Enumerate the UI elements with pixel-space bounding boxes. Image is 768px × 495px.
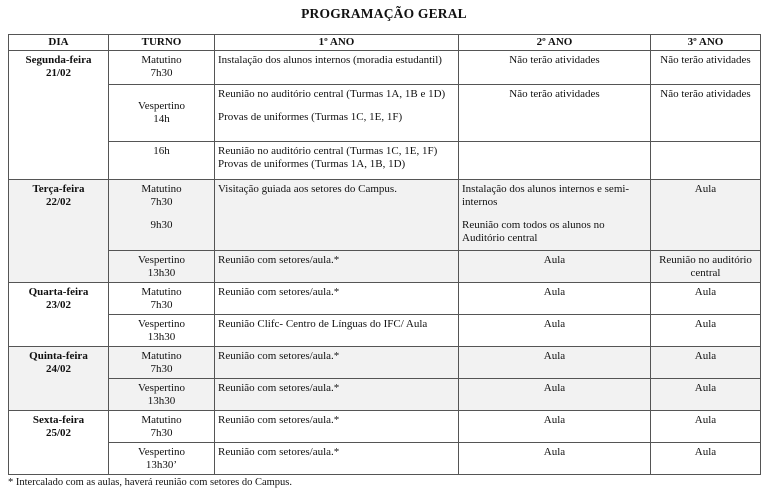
- shift-time: 7h30: [150, 299, 173, 311]
- day-date: 25/02: [45, 427, 72, 439]
- year2-cell: Aula: [459, 283, 651, 315]
- day-name: Segunda-feira: [25, 54, 92, 66]
- shift-cell: [109, 347, 215, 379]
- table-row: [9, 51, 761, 85]
- shift-name: Matutino: [141, 286, 182, 298]
- shift-cell: [109, 85, 215, 142]
- table-row: [9, 142, 761, 180]
- table-row: [9, 283, 761, 315]
- activity-text: Provas de uniformes (Turmas 1C, 1E, 1F): [218, 111, 403, 123]
- year2-cell: [459, 180, 651, 251]
- header-2-ano: 2º ANO: [459, 35, 651, 51]
- year3-cell: Reunião no auditório central: [651, 251, 761, 283]
- shift-name: Vespertino: [137, 318, 186, 330]
- activity-text: Reunião no auditório central (Turmas 1A, 1B e 1D): [218, 88, 446, 100]
- year2-cell: Não terão atividades: [459, 85, 651, 142]
- year1-cell: Reunião com setores/aula.*: [215, 379, 459, 411]
- year2-cell: Aula: [459, 251, 651, 283]
- year3-cell: Aula: [651, 347, 761, 379]
- table-row: [9, 411, 761, 443]
- year3-cell: Não terão atividades: [651, 51, 761, 85]
- schedule-table: [8, 34, 761, 475]
- shift-name: Vespertino: [137, 100, 186, 112]
- year2-cell: Não terão atividades: [459, 51, 651, 85]
- shift-name: Vespertino: [137, 254, 186, 266]
- header-row: [9, 35, 761, 51]
- year1-cell: [215, 142, 459, 180]
- header-dia: DIA: [9, 35, 109, 51]
- year2-cell: Aula: [459, 411, 651, 443]
- day-cell: [9, 347, 109, 411]
- shift-name: Vespertino: [137, 446, 186, 458]
- shift-time: 7h30: [150, 67, 173, 79]
- day-date: 21/02: [45, 67, 72, 79]
- header-1-ano: 1º ANO: [215, 35, 459, 51]
- year3-cell: [651, 142, 761, 180]
- day-name: Sexta-feira: [32, 414, 85, 426]
- year1-cell: Reunião com setores/aula.*: [215, 347, 459, 379]
- activity-text: Instalação dos alunos internos e semi-internos: [462, 183, 630, 208]
- shift-time: 16h: [153, 145, 170, 157]
- table-row: [9, 251, 761, 283]
- table-row: [9, 443, 761, 475]
- shift-time: 13h30’: [145, 459, 178, 471]
- year1-cell: Reunião com setores/aula.*: [215, 443, 459, 475]
- activity-text: Reunião no auditório central (Turmas 1C, 1E, 1F): [218, 145, 438, 157]
- shift-cell: [109, 51, 215, 85]
- shift-time: 9h30: [150, 219, 173, 231]
- shift-name: Matutino: [141, 414, 182, 426]
- shift-cell: [109, 443, 215, 475]
- year1-cell: Reunião com setores/aula.*: [215, 251, 459, 283]
- shift-time: 7h30: [150, 363, 173, 375]
- shift-time: 7h30: [150, 196, 173, 208]
- shift-cell: [109, 379, 215, 411]
- day-cell: [9, 411, 109, 475]
- activity-text: Provas de uniformes (Turmas 1A, 1B, 1D): [218, 158, 406, 170]
- shift-cell: [109, 411, 215, 443]
- activity-text: Reunião com todos os alunos no Auditório central: [462, 219, 605, 244]
- shift-name: Matutino: [141, 183, 182, 195]
- year2-cell: [459, 142, 651, 180]
- shift-time: 7h30: [150, 427, 173, 439]
- year1-cell: Instalação dos alunos internos (moradia estudantil): [215, 51, 459, 85]
- day-cell: [9, 180, 109, 283]
- shift-time: 14h: [153, 113, 170, 125]
- header-turno: TURNO: [109, 35, 215, 51]
- shift-time: 13h30: [147, 395, 176, 407]
- year1-cell: Reunião Clifc- Centro de Línguas do IFC/ Aula: [215, 315, 459, 347]
- year1-cell: Visitação guiada aos setores do Campus.: [215, 180, 459, 251]
- year1-cell: [215, 85, 459, 142]
- year2-cell: Aula: [459, 379, 651, 411]
- shift-cell: [109, 142, 215, 180]
- page-title: PROGRAMAÇÃO GERAL: [301, 6, 467, 21]
- day-name: Quarta-feira: [28, 286, 89, 298]
- year3-cell: Aula: [651, 180, 761, 251]
- day-cell: [9, 51, 109, 180]
- shift-cell: [109, 283, 215, 315]
- shift-name: Vespertino: [137, 382, 186, 394]
- year3-cell: Aula: [651, 283, 761, 315]
- year3-cell: Aula: [651, 411, 761, 443]
- shift-name: Matutino: [141, 350, 182, 362]
- year3-cell: Aula: [651, 443, 761, 475]
- shift-name: Matutino: [141, 54, 182, 66]
- table-row: [9, 315, 761, 347]
- shift-time: 13h30: [147, 331, 176, 343]
- year2-cell: Aula: [459, 443, 651, 475]
- header-3-ano: 3º ANO: [651, 35, 761, 51]
- year3-cell: Aula: [651, 379, 761, 411]
- year2-cell: Aula: [459, 347, 651, 379]
- day-name: Quinta-feira: [29, 350, 88, 362]
- year1-cell: Reunião com setores/aula.*: [215, 283, 459, 315]
- year2-cell: Aula: [459, 315, 651, 347]
- day-cell: [9, 283, 109, 347]
- shift-cell: [109, 315, 215, 347]
- shift-cell: [109, 251, 215, 283]
- table-row: [9, 347, 761, 379]
- shift-cell: [109, 180, 215, 251]
- shift-time: 13h30: [147, 267, 176, 279]
- table-row: [9, 85, 761, 142]
- year3-cell: Não terão atividades: [651, 85, 761, 142]
- day-date: 23/02: [45, 299, 72, 311]
- day-name: Terça-feira: [32, 183, 85, 195]
- year3-cell: Aula: [651, 315, 761, 347]
- year1-cell: Reunião com setores/aula.*: [215, 411, 459, 443]
- table-row: [9, 180, 761, 251]
- table-row: [9, 379, 761, 411]
- footnote: * Intercalado com as aulas, haverá reunião com setores do Campus.: [8, 477, 292, 488]
- day-date: 24/02: [45, 363, 72, 375]
- day-date: 22/02: [45, 196, 72, 208]
